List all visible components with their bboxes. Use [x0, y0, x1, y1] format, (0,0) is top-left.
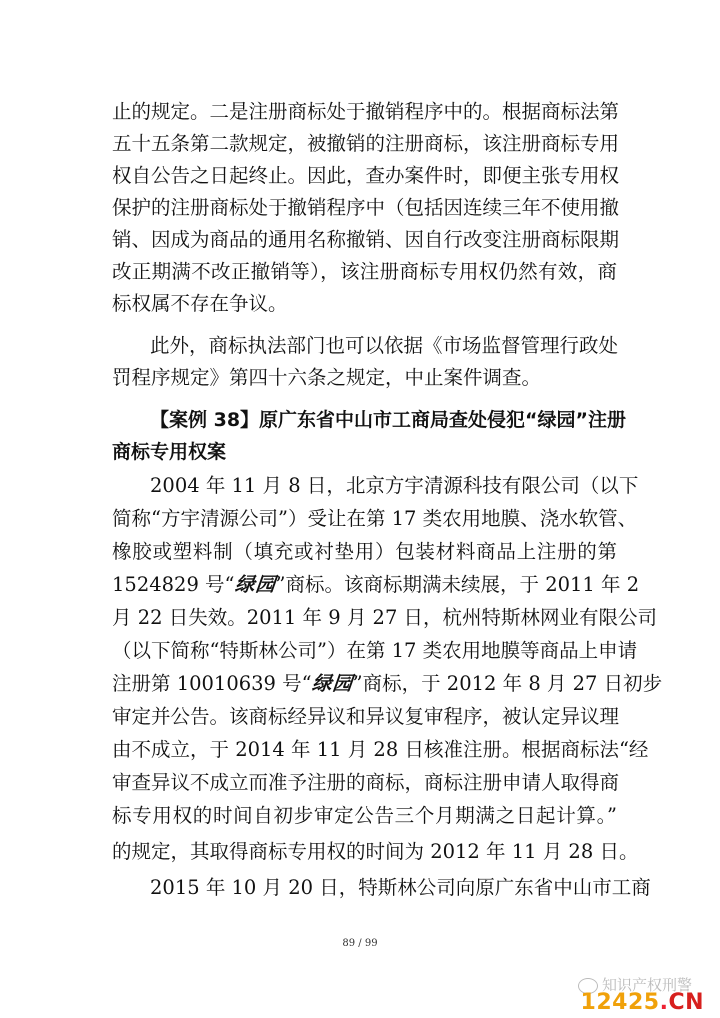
watermark-text: 知识产权刑警 — [601, 976, 692, 994]
text-line: 橡胶或塑料制（填充或衬垫用）包装材料商品上注册的第 — [112, 540, 617, 563]
text-line: 此外，商标执法部门也可以依据《市场监督管理行政处 — [150, 334, 619, 357]
text-line: 五十五条第二款规定，被撤销的注册商标，该注册商标专用 — [112, 132, 620, 155]
text-line: 由不成立，于 2014 年 11 月 28 日核准注册。根据商标法“经 — [112, 738, 649, 761]
text-line: 的规定，其取得商标专用权的时间为 2012 年 11 月 28 日。 — [112, 840, 639, 863]
text-line: 标权属不存在争议。 — [112, 292, 288, 315]
text-line: 2015 年 10 月 20 日，特斯林公司向原广东省中山市工商 — [150, 876, 651, 899]
case-heading: 【案例 38】原广东省中山市工商局查处侵犯“绿园”注册 — [150, 409, 627, 431]
text-line: 改正期满不改正撤销等），该注册商标专用权仍然有效，商 — [112, 260, 617, 283]
text-line-with-mark — [112, 569, 640, 601]
site-logo-number: 12425 — [580, 990, 660, 1015]
text-line: 审查异议不成立而准予注册的商标，商标注册申请人取得商 — [112, 771, 620, 794]
case-heading-cont: 商标专用权案 — [112, 441, 227, 463]
line-part: 1524829 号“ — [112, 573, 235, 596]
text-line: 止的规定。二是注册商标处于撤销程序中的。根据商标法第 — [112, 100, 620, 123]
text-line: 2004 年 11 月 8 日，北京方宇清源科技有限公司（以下 — [150, 474, 639, 497]
line-part: 注册第 10010639 号“ — [112, 672, 312, 695]
trademark-logo: 绿园 — [233, 573, 277, 596]
line-part: ”商标，于 2012 年 8 月 27 日初步 — [352, 672, 663, 695]
text-line-with-mark — [112, 668, 663, 700]
text-line: 简称“方宇清源公司”）受让在第 17 类农用地膜、浇水软管、 — [112, 507, 638, 530]
page-number: 89 / 99 — [342, 938, 378, 949]
site-logo-tld: CN — [668, 990, 704, 1015]
text-line: 保护的注册商标处于撤销程序中（包括因连续三年不使用撤 — [112, 196, 620, 219]
text-line: 审定并公告。该商标经异议和异议复审程序，被认定异议理 — [112, 705, 620, 728]
trademark-logo: 绿园 — [310, 672, 354, 695]
line-part: ”商标。该商标期满未续展，于 2011 年 2 — [275, 573, 640, 596]
text-line: 权自公告之日起终止。因此，查办案件时，即便主张专用权 — [112, 164, 620, 187]
text-line: （以下简称“特斯林公司”）在第 17 类农用地膜等商品上申请 — [112, 639, 638, 662]
text-line: 标专用权的时间自初步审定公告三个月期满之日起计算。” — [112, 804, 617, 827]
text-line: 月 22 日失效。2011 年 9 月 27 日，杭州特斯林网业有限公司 — [112, 606, 658, 629]
text-line: 销、因成为商品的通用名称撤销、因自行改变注册商标限期 — [112, 228, 620, 251]
site-logo — [581, 990, 704, 1015]
text-line: 罚程序规定》第四十六条之规定，中止案件调查。 — [112, 366, 542, 389]
site-logo-dot: . — [659, 990, 669, 1015]
